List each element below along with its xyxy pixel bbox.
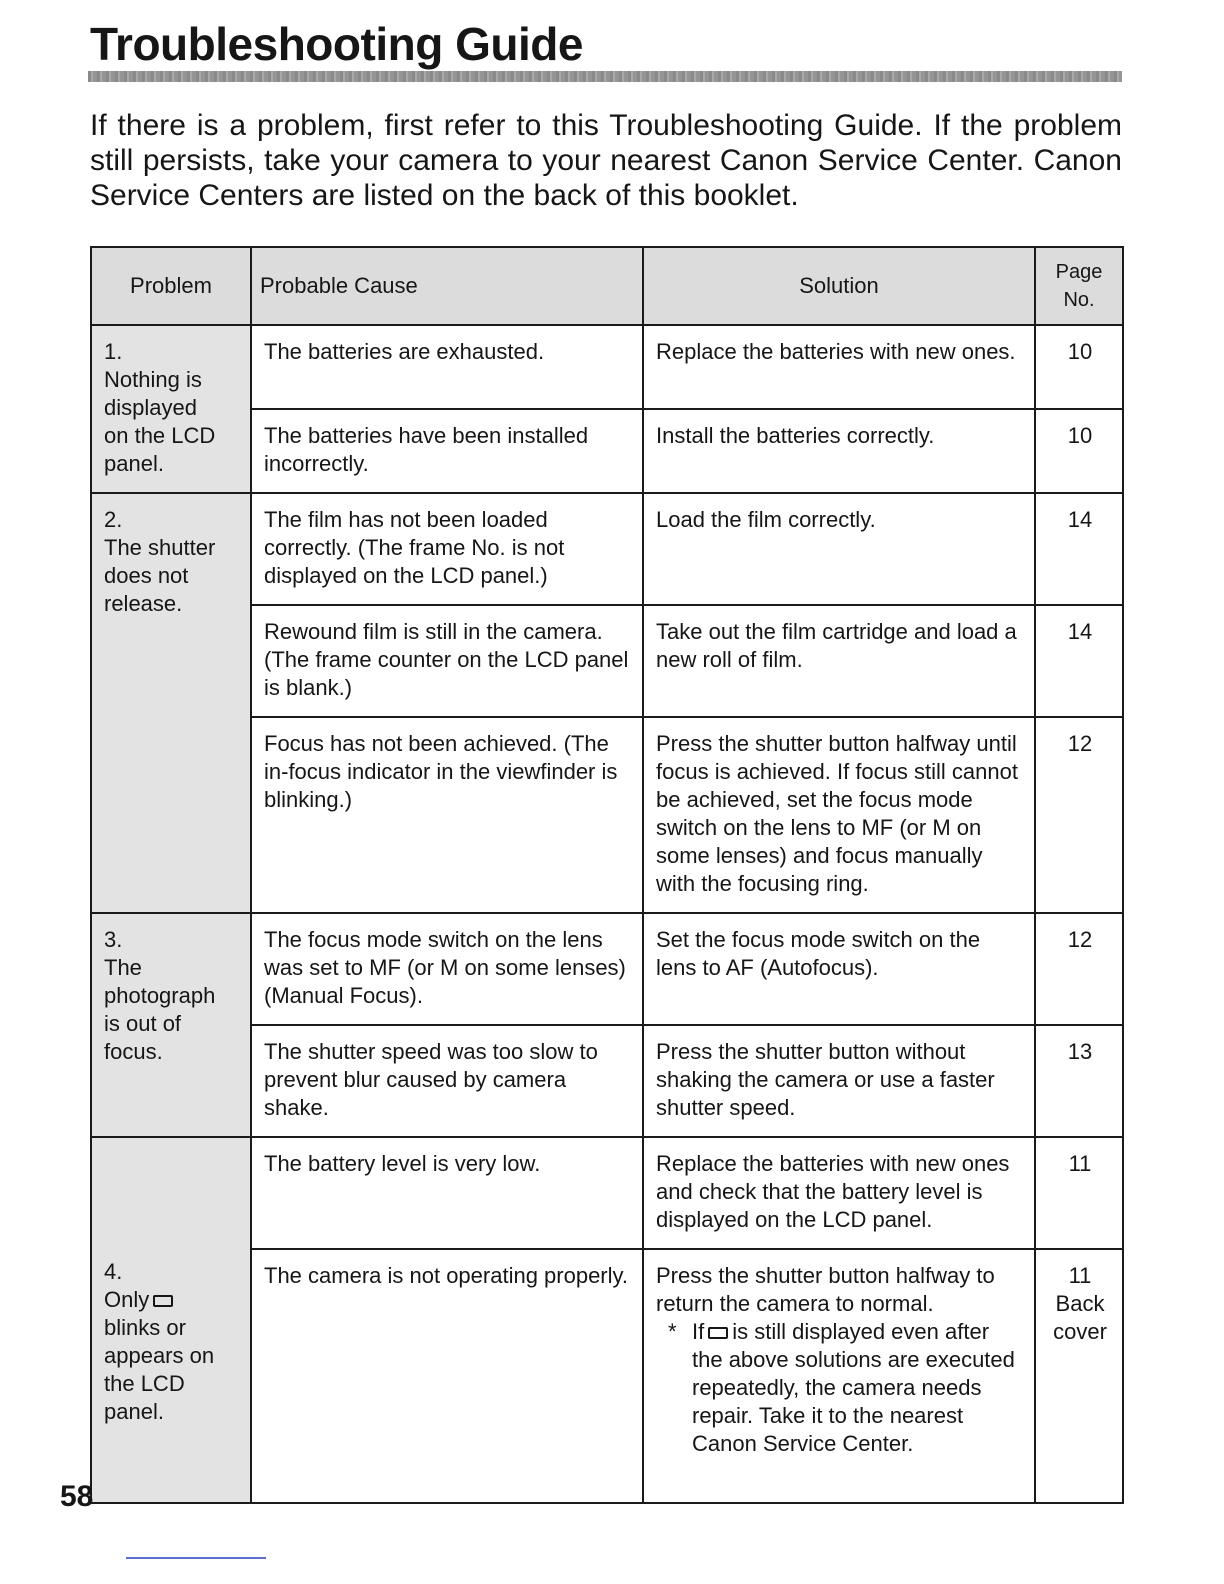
note-text-post: is still displayed even after the above solutions are executed repeatedly, the camera needs repair. Take it to the nearest Canon Service Center. bbox=[692, 1319, 1015, 1456]
note-marker: * bbox=[668, 1319, 677, 1344]
cause-cell: The film has not been loaded correctly. (The frame No. is not displayed on the LCD panel.) bbox=[251, 493, 643, 605]
page-number-ref: 11 bbox=[1068, 1263, 1092, 1288]
cause-cell: Rewound film is still in the camera. (The frame counter on the LCD panel is blank.) bbox=[251, 605, 643, 717]
cause-cell: The camera is not operating properly. bbox=[251, 1249, 643, 1503]
solution-note bbox=[656, 1318, 1024, 1458]
page-cell: 12 bbox=[1035, 717, 1123, 913]
problem-cell bbox=[91, 913, 251, 1137]
column-header-solution: Solution bbox=[643, 247, 1035, 325]
cause-cell: The shutter speed was too slow to prevent blur caused by camera shake. bbox=[251, 1025, 643, 1137]
page-cell: 10 bbox=[1035, 409, 1123, 493]
problem-cell bbox=[91, 325, 251, 493]
solution-cell: Press the shutter button halfway until focus is achieved. If focus still cannot be achieved, set the focus mode switch on the lens to MF (or M on some lenses) and focus manually with the focusing ring. bbox=[643, 717, 1035, 913]
page-cell: 10 bbox=[1035, 325, 1123, 409]
column-header-page: Page No. bbox=[1035, 247, 1123, 325]
problem-text bbox=[104, 1286, 224, 1426]
troubleshooting-table bbox=[90, 246, 1124, 1504]
problem-number: 3. bbox=[104, 927, 123, 952]
cause-cell: The battery level is very low. bbox=[251, 1137, 643, 1249]
table-header-row bbox=[91, 247, 1123, 325]
page-cell: 11 bbox=[1035, 1137, 1123, 1249]
table-row bbox=[91, 325, 1123, 409]
page-cell: 12 bbox=[1035, 913, 1123, 1025]
problem-number: 4. bbox=[104, 1259, 123, 1284]
intro-paragraph: If there is a problem, first refer to this Troubleshooting Guide. If the problem still persists, take your camera to your nearest Canon Service Center. Canon Service Centers are listed on the back of this booklet. bbox=[90, 109, 1122, 212]
page-cell: 14 bbox=[1035, 605, 1123, 717]
solution-cell: Replace the batteries with new ones. bbox=[643, 325, 1035, 409]
title-rule bbox=[88, 71, 1122, 82]
page-cell: 13 bbox=[1035, 1025, 1123, 1137]
problem-number: 1. bbox=[104, 339, 123, 364]
page-extra-ref: Back cover bbox=[1053, 1291, 1107, 1344]
problem-number: 2. bbox=[104, 507, 123, 532]
page-cell bbox=[1035, 1249, 1123, 1503]
solution-cell bbox=[643, 1249, 1035, 1503]
page-number: 58 bbox=[60, 1480, 94, 1513]
footer-rule bbox=[126, 1557, 266, 1559]
problem-text: Nothing is displayed on the LCD panel. bbox=[104, 367, 216, 476]
problem-cell bbox=[91, 1137, 251, 1503]
page-title: Troubleshooting Guide bbox=[90, 18, 583, 70]
problem-text: The photograph is out of focus. bbox=[104, 955, 216, 1064]
column-header-problem: Problem bbox=[91, 247, 251, 325]
problem-cell bbox=[91, 493, 251, 913]
table-row bbox=[91, 493, 1123, 605]
cause-cell: The focus mode switch on the lens was set to MF (or M on some lenses) (Manual Focus). bbox=[251, 913, 643, 1025]
page-cell: 14 bbox=[1035, 493, 1123, 605]
solution-cell: Set the focus mode switch on the lens to AF (Autofocus). bbox=[643, 913, 1035, 1025]
problem-text-post: blinks or appears on the LCD panel. bbox=[104, 1315, 215, 1424]
solution-cell: Take out the film cartridge and load a new roll of film. bbox=[643, 605, 1035, 717]
cause-cell: The batteries have been installed incorrectly. bbox=[251, 409, 643, 493]
problem-text: The shutter does not release. bbox=[104, 535, 216, 616]
solution-cell: Press the shutter button without shaking the camera or use a faster shutter speed. bbox=[643, 1025, 1035, 1137]
solution-text: Press the shutter button halfway to return the camera to normal. bbox=[656, 1263, 995, 1316]
solution-cell: Install the batteries correctly. bbox=[643, 409, 1035, 493]
column-header-cause: Probable Cause bbox=[251, 247, 643, 325]
solution-cell: Replace the batteries with new ones and check that the battery level is displayed on the LCD panel. bbox=[643, 1137, 1035, 1249]
problem-text-pre: Only bbox=[104, 1287, 150, 1312]
solution-cell: Load the film correctly. bbox=[643, 493, 1035, 605]
table-row bbox=[91, 913, 1123, 1025]
cause-cell: Focus has not been achieved. (The in-focus indicator in the viewfinder is blinking.) bbox=[251, 717, 643, 913]
table-row bbox=[91, 1137, 1123, 1249]
battery-icon bbox=[153, 1295, 173, 1307]
cause-cell: The batteries are exhausted. bbox=[251, 325, 643, 409]
note-text-pre: If bbox=[692, 1319, 705, 1344]
battery-icon bbox=[708, 1327, 728, 1339]
